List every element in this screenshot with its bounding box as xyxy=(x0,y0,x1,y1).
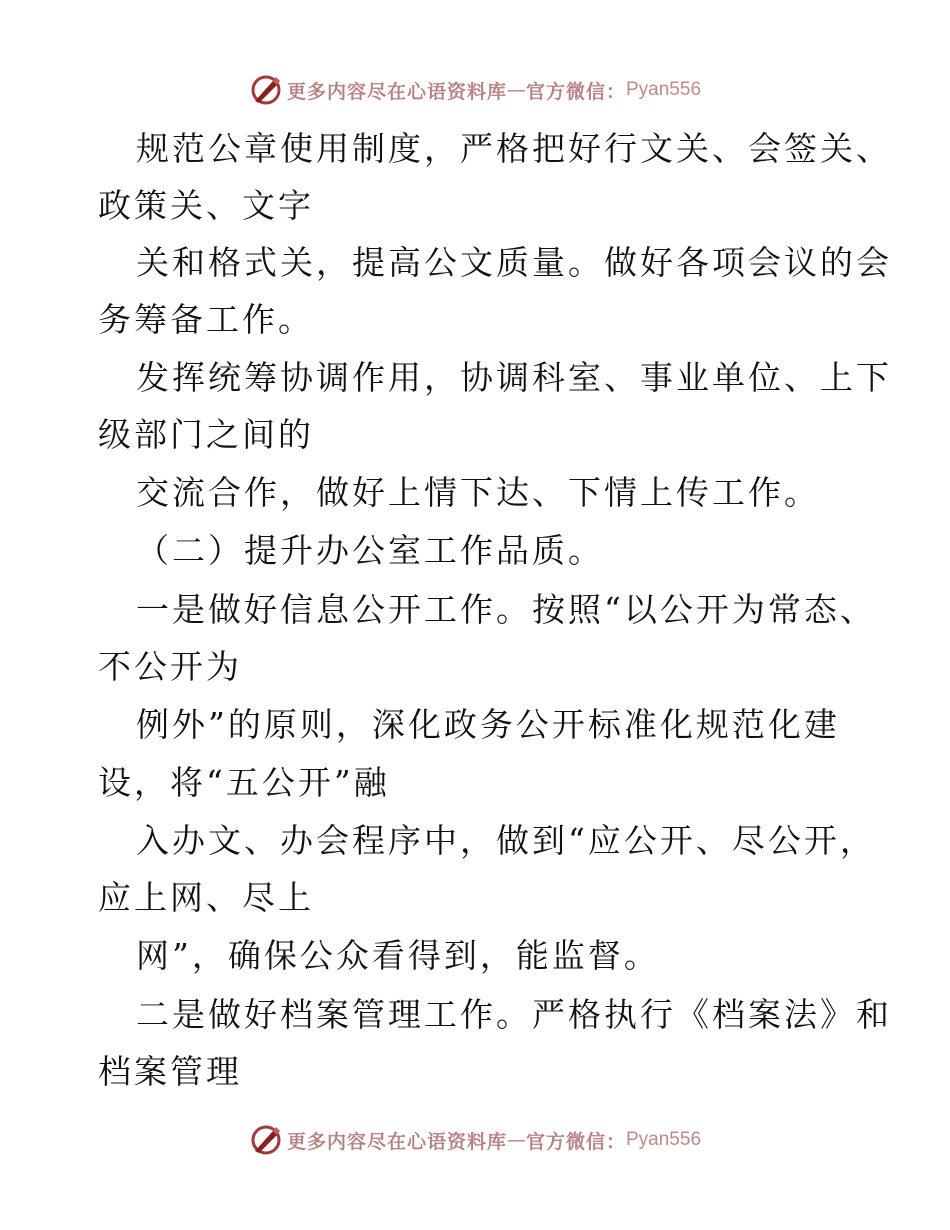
text-line: 交流合作，做好上情下达、下情上传工作。 xyxy=(136,473,820,512)
header-watermark xyxy=(0,70,950,110)
watermark-text: 更多内容尽在心语资料库 xyxy=(286,1130,507,1153)
pen-circle-logo-icon xyxy=(249,1123,283,1157)
watermark-separator: — xyxy=(506,79,526,101)
text-line: 应上网、尽上 xyxy=(98,878,314,917)
text-line: 设，将“五公开”融 xyxy=(98,763,390,802)
text-line: 务筹备工作。 xyxy=(98,300,314,339)
footer-watermark xyxy=(0,1120,950,1160)
text-line: 政策关、文字 xyxy=(98,186,314,225)
text-line: 一是做好信息公开工作。按照“以公开为常态、 xyxy=(136,590,876,629)
text-line: 不公开为 xyxy=(98,647,242,686)
watermark-separator: — xyxy=(506,1129,526,1151)
text-line: 级部门之间的 xyxy=(98,415,314,454)
text-line: 发挥统筹协调作用，协调科室、事业单位、上下 xyxy=(136,358,892,397)
watermark-wechat-id: Pyan556 xyxy=(626,79,702,100)
text-line: 入办文、办会程序中，做到“应公开、尽公开， xyxy=(136,821,876,860)
text-line: 例外”的原则，深化政务公开标准化规范化建 xyxy=(136,705,840,744)
watermark-text: 更多内容尽在心语资料库 xyxy=(286,80,507,103)
pen-circle-logo-icon xyxy=(249,73,283,107)
text-line: 关和格式关，提高公文质量。做好各项会议的会 xyxy=(136,243,892,282)
watermark-wechat-label: 官方微信： xyxy=(525,1130,626,1153)
watermark-wechat-id: Pyan556 xyxy=(626,1129,702,1150)
text-line: 网”，确保公众看得到，能监督。 xyxy=(136,936,660,975)
section-heading: （二）提升办公室工作品质。 xyxy=(136,531,604,570)
text-line: 档案管理 xyxy=(98,1052,242,1091)
watermark-wechat-label: 官方微信： xyxy=(525,80,626,103)
text-line: 二是做好档案管理工作。严格执行《档案法》和 xyxy=(136,995,892,1034)
text-line: 规范公章使用制度，严格把好行文关、会签关、 xyxy=(136,129,892,168)
